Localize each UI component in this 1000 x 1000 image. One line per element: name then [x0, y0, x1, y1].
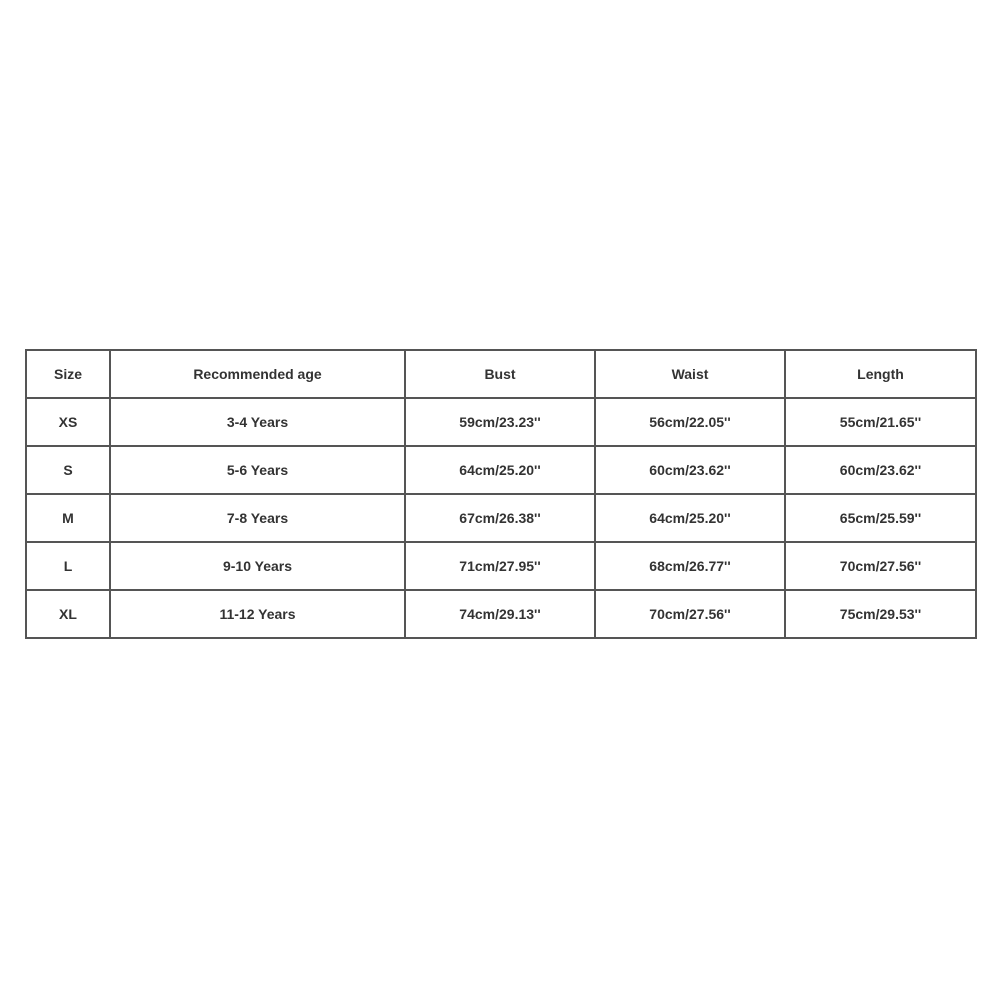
table-row — [26, 590, 976, 638]
header-length: Length — [785, 350, 976, 398]
cell-age: 11-12 Years — [110, 590, 405, 638]
cell-size: M — [26, 494, 110, 542]
cell-age: 3-4 Years — [110, 398, 405, 446]
cell-length: 70cm/27.56'' — [785, 542, 976, 590]
cell-bust: 64cm/25.20'' — [405, 446, 595, 494]
cell-size: S — [26, 446, 110, 494]
table-row — [26, 398, 976, 446]
header-size: Size — [26, 350, 110, 398]
cell-bust: 74cm/29.13'' — [405, 590, 595, 638]
cell-waist: 60cm/23.62'' — [595, 446, 785, 494]
size-chart-table — [25, 349, 977, 639]
cell-waist: 64cm/25.20'' — [595, 494, 785, 542]
cell-size: XL — [26, 590, 110, 638]
header-recommended-age: Recommended age — [110, 350, 405, 398]
cell-size: XS — [26, 398, 110, 446]
table-row — [26, 494, 976, 542]
table-row — [26, 542, 976, 590]
cell-length: 55cm/21.65'' — [785, 398, 976, 446]
cell-length: 75cm/29.53'' — [785, 590, 976, 638]
table-row — [26, 446, 976, 494]
cell-bust: 67cm/26.38'' — [405, 494, 595, 542]
cell-bust: 71cm/27.95'' — [405, 542, 595, 590]
cell-bust: 59cm/23.23'' — [405, 398, 595, 446]
cell-size: L — [26, 542, 110, 590]
header-row — [26, 350, 976, 398]
cell-waist: 68cm/26.77'' — [595, 542, 785, 590]
header-bust: Bust — [405, 350, 595, 398]
cell-age: 9-10 Years — [110, 542, 405, 590]
cell-waist: 70cm/27.56'' — [595, 590, 785, 638]
cell-waist: 56cm/22.05'' — [595, 398, 785, 446]
cell-age: 7-8 Years — [110, 494, 405, 542]
cell-length: 65cm/25.59'' — [785, 494, 976, 542]
cell-age: 5-6 Years — [110, 446, 405, 494]
header-waist: Waist — [595, 350, 785, 398]
cell-length: 60cm/23.62'' — [785, 446, 976, 494]
